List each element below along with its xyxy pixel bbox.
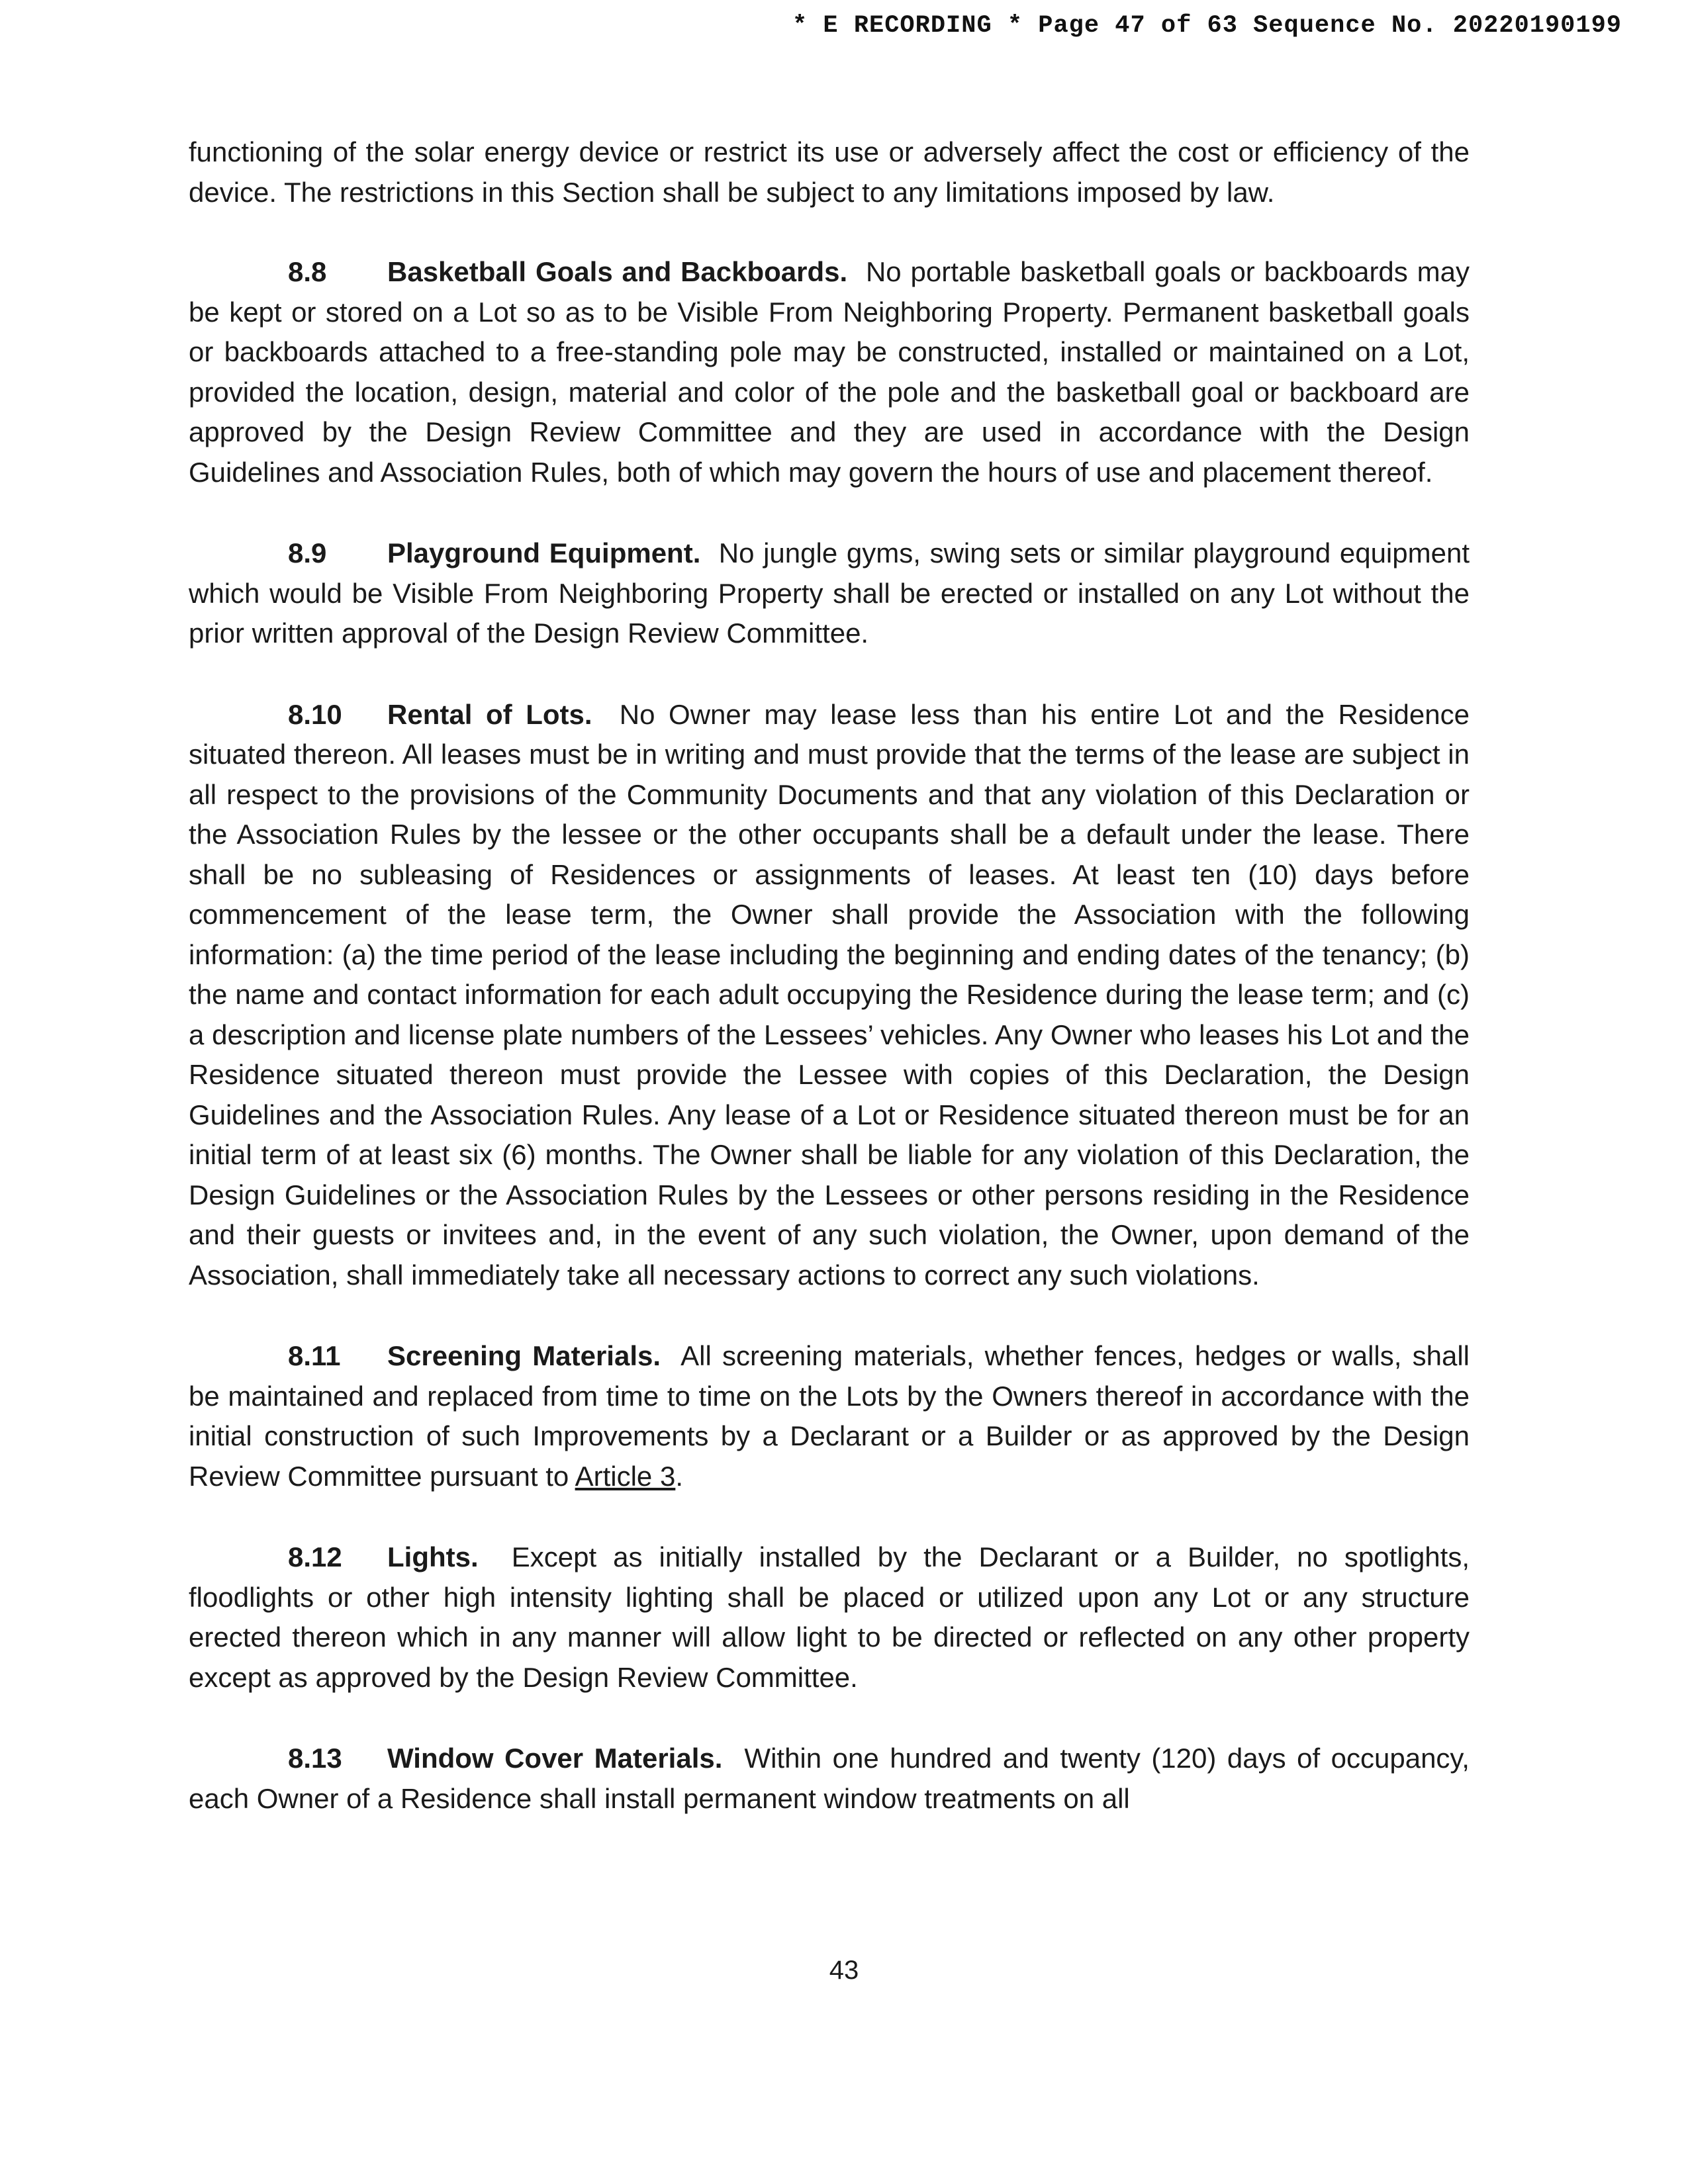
section-8-9	[189, 533, 1470, 654]
section-title: Rental of Lots.	[387, 698, 592, 730]
section-body-end: .	[675, 1460, 683, 1492]
article-3-reference: Article 3	[575, 1460, 676, 1492]
section-number: 8.11	[288, 1340, 341, 1371]
section-8-13	[189, 1739, 1470, 1819]
page-number: 43	[829, 1956, 859, 1985]
section-8-10	[189, 695, 1470, 1296]
recording-header: * E RECORDING * Page 47 of 63 Sequence No. 20220190199	[792, 12, 1622, 40]
section-8-11	[189, 1336, 1470, 1496]
intro-paragraph: functioning of the solar energy device or restrict its use or adversely affect the cost or efficiency of the device. The restrictions in this Section shall be subject to any limitations imposed by law.	[189, 136, 1470, 208]
section-body: All screening materials, whether fences, hedges or walls, shall be maintained and replaced from time to time on the Lots by the Owners thereof in accordance with the initial construction of such Improvements by a Declarant or a Builder or as approved by the Design Review Committee pursuant to	[189, 1340, 1470, 1492]
section-title: Lights.	[387, 1541, 479, 1572]
section-8-8	[189, 252, 1470, 492]
section-title: Screening Materials.	[387, 1340, 661, 1371]
section-body: No portable basketball goals or backboards may be kept or stored on a Lot so as to be Visible From Neighboring Property. Permanent basketball goals or backboards attached to a free-standing pole may be constructed, installed or maintained on a Lot, provided the location, design, material and color of the pole and the basketball goal or backboard are approved by the Design Review Committee and they are used in accordance with the Design Guidelines and Association Rules, both of which may govern the hours of use and placement thereof.	[189, 256, 1470, 488]
section-title: Window Cover Materials.	[387, 1743, 723, 1774]
section-title: Playground Equipment.	[387, 537, 701, 569]
section-8-12	[189, 1537, 1470, 1698]
section-number: 8.10	[288, 698, 342, 730]
section-body: No jungle gyms, swing sets or similar playground equipment which would be Visible From Neighboring Property shall be erected or installed on any Lot without the prior written approval of the Design Review Committee.	[189, 537, 1470, 649]
section-number: 8.12	[288, 1541, 342, 1572]
section-number: 8.8	[288, 256, 327, 287]
section-body: Within one hundred and twenty (120) days of occupancy, each Owner of a Residence shall install permanent window treatments on all	[189, 1743, 1470, 1814]
document-body	[189, 132, 1470, 1860]
section-body: Except as initially installed by the Declarant or a Builder, no spotlights, floodlights or other high intensity lighting shall be placed or utilized upon any Lot or any structure erected thereon which in any manner will allow light to be directed or reflected on any other property except as approved by the Design Review Committee.	[189, 1541, 1470, 1693]
section-title: Basketball Goals and Backboards.	[387, 256, 848, 287]
section-body: No Owner may lease less than his entire Lot and the Residence situated thereon. All leases must be in writing and must provide that the terms of the lease are subject in all respect to the provisions of the Community Documents and that any violation of this Declaration or the Association Rules by the lessee or the other occupants shall be a default under the lease. There shall be no subleasing of Residences or assignments of leases. At least ten (10) days before commencement of the lease term, the Owner shall provide the Association with the following information: (a) the time period of the lease including the beginning and ending dates of the tenancy; (b) the name and contact information for each adult occupying the Residence during the lease term; and (c) a description and license plate numbers of the Lessees’ vehicles. Any Owner who leases his Lot and the Residence situated thereon must provide the Lessee with copies of this Declaration, the Design Guidelines and the Association Rules. Any lease of a Lot or Residence situated thereon must be for an initial term of at least six (6) months. The Owner shall be liable for any violation of this Declaration, the Design Guidelines or the Association Rules by the Lessees or other persons residing in the Residence and their guests or invitees and, in the event of any such violation, the Owner, upon demand of the Association, shall immediately take all necessary actions to correct any such violations.	[189, 698, 1470, 1291]
section-number: 8.13	[288, 1743, 342, 1774]
section-number: 8.9	[288, 537, 327, 569]
